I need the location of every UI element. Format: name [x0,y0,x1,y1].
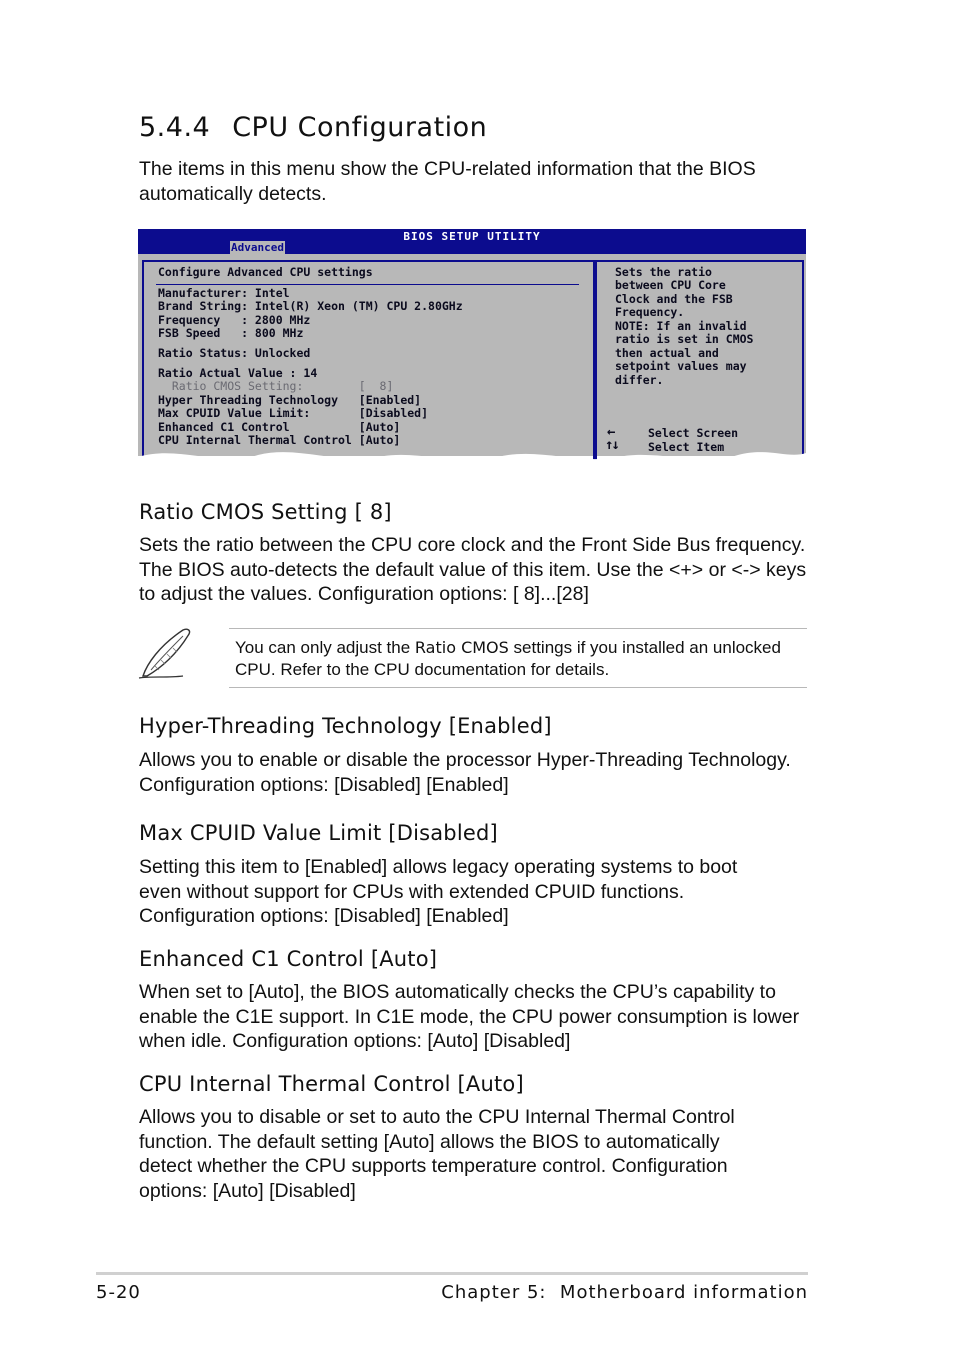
heading-max-cpuid: Max CPUID Value Limit [Disabled] [139,821,498,845]
heading-enhanced-c1: Enhanced C1 Control [Auto] [139,947,438,971]
bios-screenshot [138,229,806,456]
body-hyper-threading: Allows you to enable or disable the processor Hyper-Threading Technology. Configuration options: [Disabled] [Enabled] [139,749,791,796]
bios-line-selected: Ratio CMOS Setting: [ 8] [158,379,394,393]
bios-separator [156,284,579,285]
section-title [139,112,487,143]
section-title-text: CPU Configuration [232,112,488,143]
heading-hyper-threading: Hyper-Threading Technology [Enabled] [139,714,552,738]
bios-help-line: then actual and [615,346,719,360]
note-text-before: You can only adjust the [235,638,415,657]
bios-line: FSB Speed : 800 MHz [158,326,304,340]
pen-note-icon [137,626,193,682]
bios-title: BIOS SETUP UTILITY [403,230,541,243]
bios-line: Hyper Threading Technology [Enabled] [158,393,422,407]
bios-help-line: Frequency. [615,305,685,319]
bios-tab-advanced: Advanced [231,241,284,254]
body-cpu-thermal: Allows you to disable or set to auto the CPU Internal Thermal Control function. The default setting [Auto] allows the BIOS to automatically detect whether the CPU supports temperature control. Configuration options: [Auto] [Disabled] [139,1106,735,1202]
note-box [229,628,807,688]
bios-line: Manufacturer: Intel [158,286,290,300]
bios-line: Configure Advanced CPU settings [158,265,373,279]
chapter-title: Chapter 5: Motherboard information [441,1282,808,1303]
note-text-after: settings if you installed an unlocked CPU. Refer to the CPU documentation for details. [235,638,781,679]
bios-line: Ratio Actual Value : 14 [158,366,318,380]
bios-help-panel [595,260,804,462]
footer-rule [96,1272,808,1275]
bios-key-label: Select Screen [648,426,739,440]
body-ratio-cmos: Sets the ratio between the CPU core clock and the Front Side Bus frequency. The BIOS auto-detects the default value of this item. Use the <+> or <-> keys to adjust the values. Configuration options: [ 8]...[28] [139,534,807,605]
bios-help-line: Sets the ratio [615,265,712,279]
body-max-cpuid: Setting this item to [Enabled] allows legacy operating systems to boot even without support for CPUs with extended CPUID functions. Configuration options: [Disabled] [Enabled] [139,856,738,927]
bios-help-line: setpoint values may [615,359,747,373]
bios-line: Ratio Status: Unlocked [158,346,311,360]
bios-line: Brand String: Intel(R) Xeon (TM) CPU 2.80GHz [158,299,463,313]
bios-line: Enhanced C1 Control [Auto] [158,420,401,434]
bios-torn-edge [138,445,806,475]
bios-help-line: Clock and the FSB [615,292,733,306]
heading-ratio-cmos: Ratio CMOS Setting [ 8] [139,500,392,524]
bios-help-line: between CPU Core [615,278,726,292]
note-text [235,637,805,681]
bios-line: CPU Internal Thermal Control [Auto] [158,433,401,447]
page-number: 5-20 [96,1282,141,1303]
intro-paragraph: The items in this menu show the CPU-related information that the BIOS automatically detects. [139,158,756,205]
note-highlight: Ratio CMOS [414,638,509,657]
bios-help-line: NOTE: If an invalid [615,319,747,333]
heading-cpu-thermal: CPU Internal Thermal Control [Auto] [139,1072,524,1096]
bios-line: Frequency : 2800 MHz [158,313,311,327]
bios-key-label: Select Item [648,440,725,454]
left-arrow-icon: ← [607,424,616,440]
up-down-arrow-icon: ↑↓ [605,437,618,453]
bios-line: Max CPUID Value Limit: [Disabled] [158,406,429,420]
section-number: 5.4.4 [139,112,211,143]
bios-help-line: differ. [615,373,664,387]
bios-main-panel [142,260,595,462]
bios-help-line: ratio is set in CMOS [615,332,754,346]
bios-title-bar [138,229,806,254]
body-enhanced-c1: When set to [Auto], the BIOS automatically checks the CPU’s capability to enable the C1E support. In C1E mode, the CPU power consumption is lower when idle. Configuration options: [Auto] [Disabled] [139,981,800,1052]
